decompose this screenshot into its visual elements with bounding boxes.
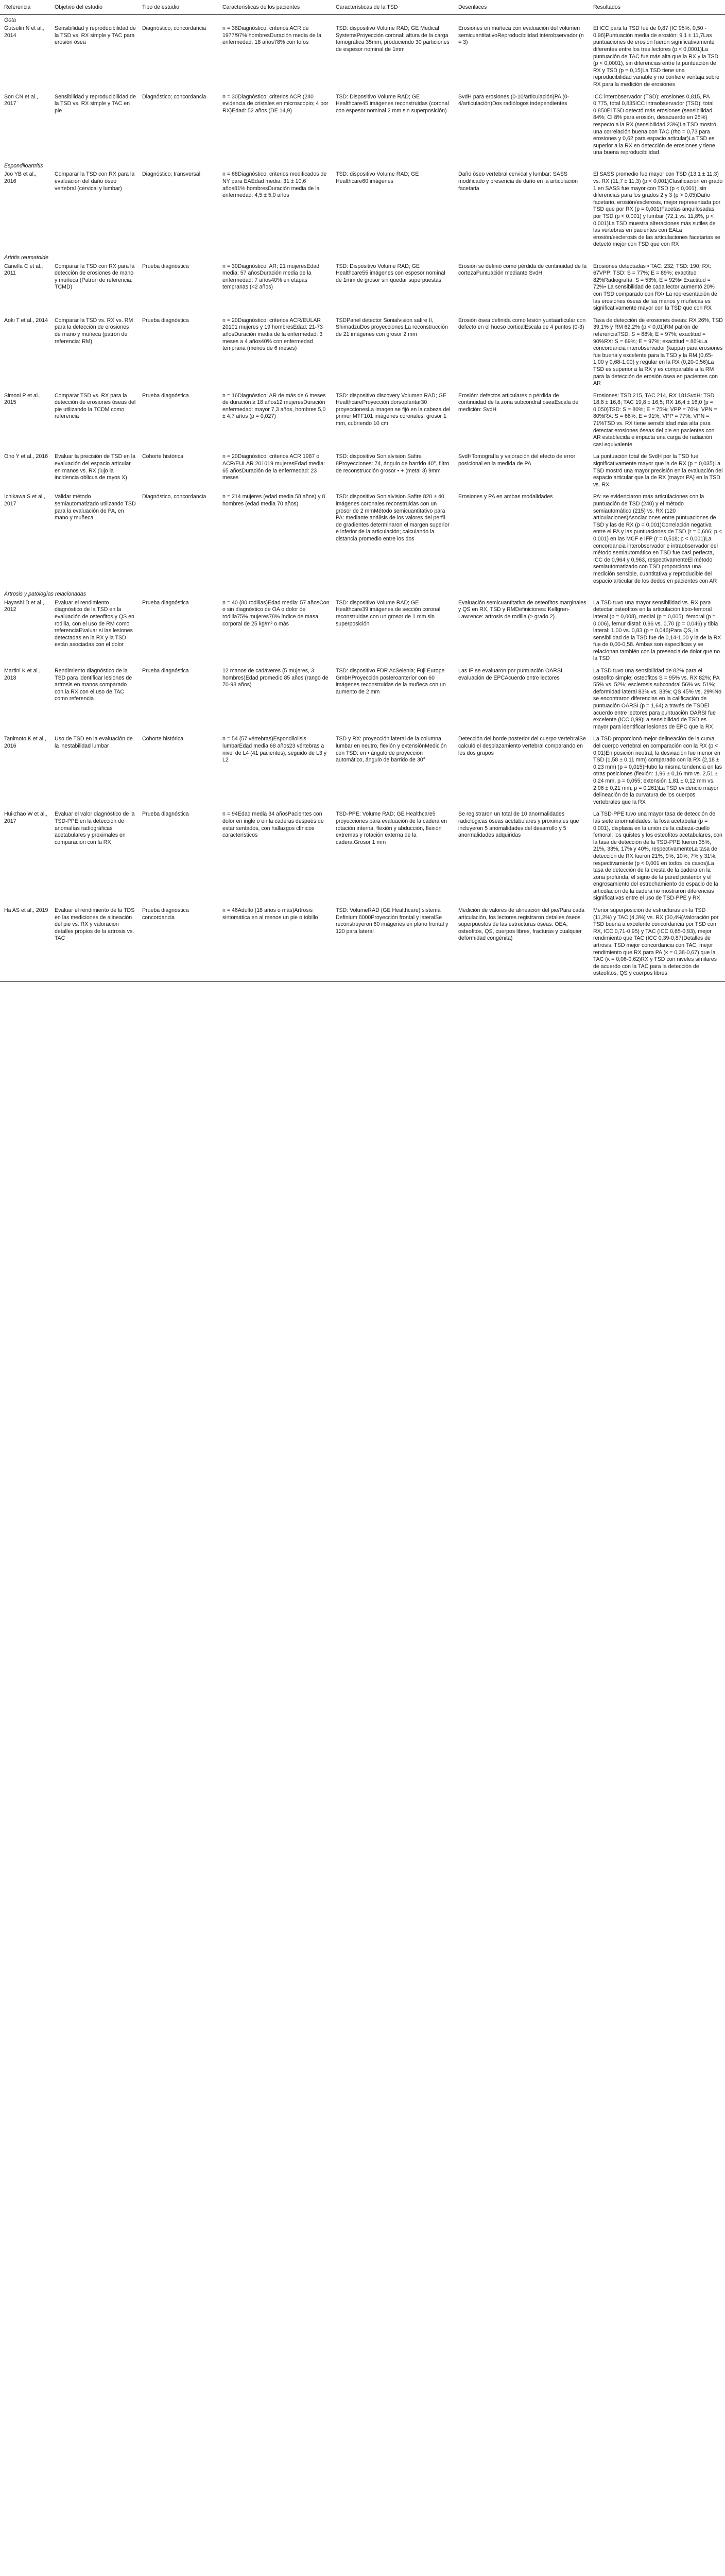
table-row bbox=[0, 24, 725, 92]
table-cell: n = 94Edad media 34 añosPacientes con dolor en ingle o en la caderas después de estar sentados, con hallazgos clínicos característicos bbox=[222, 811, 324, 839]
table-cell: TSD y RX: proyección lateral de la columna lumbar en neutro, flexión y extensiónMedición con TSD: en • ángulo de proyección automático, ángulo de barrido de 30° bbox=[336, 736, 447, 764]
table-cell: TSD: dispositivo Volume RAD; GE Healthcare39 imágenes de sección coronal reconstruidas con un grosor de 1 mm sin superposición bbox=[336, 599, 441, 627]
table-cell: Prueba diagnóstica bbox=[142, 317, 189, 324]
column-header: Resultados bbox=[589, 0, 725, 14]
table-cell: Cohorte histórica bbox=[142, 453, 184, 460]
table-cell: Evaluación semicuantitativa de osteofitos marginales y QS en RX, TSD y RMDefiniciones: Kellgren-Lawrence: artrosis de rodilla (≥ grado 2). bbox=[458, 599, 586, 620]
table-cell: Ha AS et al., 2019 bbox=[0, 906, 50, 981]
column-header: Características de los pacientes bbox=[218, 0, 332, 14]
table-cell: La TSD-PPE tuvo una mayor tasa de detección de las siete anormalidades: la fosa acetabular (p = 0,001), displasia en la unión de la cabeza-cuello femoral, los quistes y los osteofitos acetabulares, con la tasa de detección de la TSD-PPE fueron 35%, 21%, 33%, 17% y 40%, respectivamenteLa tasa de detección de RX fueron 21%, 9%, 10%, 7% y 31%, respectivamente (p < 0,001 en todos los casos)La tasa de detección de la cresta de la cadera en la zona profunda, el signo de la pared posterior y el engrosamiento del estrechamiento de espacio de la articulación de la cadera no mostraron diferencias significativas entre el uso de TSD-PPE y RX bbox=[593, 811, 722, 902]
table-cell: Comparar la TSD vs. RX vs. RM para la detección de erosiones de mano y muñeca (patrón de referencia: RM) bbox=[55, 317, 133, 345]
table-cell: n = 68Diagnóstico: criterios modificados de NY para EAEdad media: 31 ± 10,6 años81% hombresDuración media de la enfermedad: 4,5 ± 5,0 años bbox=[222, 171, 327, 199]
column-header: Tipo de estudio bbox=[138, 0, 218, 14]
table-cell: Prueba diagnóstica concordancia bbox=[138, 906, 218, 981]
section-row bbox=[0, 252, 725, 262]
table-cell: TSD: dispositivo discovery Volumen RAD; GE HealthcareProyección dorsoplantar30 proyeccionesLa imagen se fijó en la cabeza del primer MTF101 imágenes coronales, grosor 1 mm, cubriendo 10 cm bbox=[336, 392, 451, 427]
section-title: Espondiloartritis bbox=[4, 162, 43, 169]
section-row bbox=[0, 589, 725, 599]
table-cell: TSD: dispositivo Volume RAD; GE Medical SystemsProyección coronal; altura de la carga tomográfica 35mm, produciendo 30 particiones de espesor nominal de 1mm bbox=[336, 25, 450, 53]
table-row bbox=[0, 735, 725, 810]
table-row bbox=[0, 93, 725, 161]
table-cell: Canella C et al., 2011 bbox=[4, 263, 43, 277]
table-cell: Erosiones y PA en ambas modalidades bbox=[458, 494, 553, 500]
table-cell: Tanimoto K et al., 2016 bbox=[4, 736, 46, 749]
table-row bbox=[0, 392, 725, 453]
table-cell: n = 16Diagnóstico: AR de más de 6 meses de duración ≥ 18 años12 mujeresDuración enfermedad: mayor 7,3 años, hombres 5,0 ± 4,7 años (p = 0,027) bbox=[222, 392, 326, 420]
table-cell: Diagnóstico; transversal bbox=[142, 171, 201, 178]
section-title: Artritis reumatoide bbox=[4, 255, 48, 261]
column-header: Referencia bbox=[0, 0, 50, 14]
table-cell: Erosiones en muñeca con evaluación del volumen semicuantitativoReproducibilidad interobservador (n = 3) bbox=[458, 25, 584, 46]
table-cell: Simoni P et al., 2015 bbox=[4, 392, 41, 406]
table-cell: Son CN et al., 2017 bbox=[4, 93, 38, 107]
table-cell: Validar método semiautomatizado utilizando TSD para la evaluación de PA, en mano y muñeca bbox=[55, 494, 136, 521]
table-cell: Diagnóstico, concordancia bbox=[142, 494, 206, 500]
table-cell: TSD: Dispositivo Volume RAD; GE Healthcare55 imágenes con espesor nominal de 1mm de grosor sin quedar superpuestas bbox=[336, 263, 445, 283]
table-cell: Sensibilidad y reproducibilidad de la TSD vs. RX simple y TAC en pie bbox=[55, 93, 136, 114]
table-cell: SvdHTomografía y valoración del efecto de error posicional en la medida de PA bbox=[458, 453, 576, 467]
table-cell: Evaluar la precisión de TSD en la evaluación del espacio articular en manos vs. RX (lujo la incidencia oblicua de rayos X) bbox=[55, 453, 136, 481]
table-cell: Erosiones detectadas • TAC: 232; TSD: 190; RX: 67VPP: TSD: S = 77%; E = 89%; exactitud 82%Radiografía: S = 53%; E = 92%• Exactitud = 72%• La sensibilidad de cada lector aumentó 20% con TSD comparado con RX• La representación de las erosiones óseas de las manos y muñecas es significativamente mayor con la TSD que con RX bbox=[593, 263, 717, 312]
table-cell: Se registraron un total de 10 anormalidades radiológicas óseas acetabulares y proximales que incluyeron 5 anomalidades del desarrollo y 5 anormalidades adquiridas bbox=[458, 811, 579, 839]
table-cell: TSD: dispositivo Sonialvision Safire 8Proyecciones: 74, ángulo de barrido 40°, filtro de reconstrucción grosor • + (metal 3) 9mm bbox=[336, 453, 450, 474]
table-cell: Evaluar el rendimiento de la TDS en las mediciones de alineación del pie vs. RX y valoración detalles propios de la artrosis vs. TAC bbox=[50, 906, 138, 981]
section-row bbox=[0, 14, 725, 24]
table-cell: Evaluar el valor diagnóstico de la TSD-PPE en la detección de anomalías radiográficas acetabulares y proximales en comparación con la RX bbox=[55, 811, 135, 845]
table-cell: Daño óseo vertebral cervical y lumbar: SASS modificado y presencia de daño en la articulación facetaria bbox=[458, 171, 578, 192]
table-cell: Erosión ósea definida como lesión yuxtaarticular con defecto en el hueso corticalEscala de 4 puntos (0-3) bbox=[458, 317, 586, 331]
table-cell: La TSD tuvo una sensibilidad de 82% para el osteofito simple; osteofitos S = 95% vs. RX 82%; PA 55% vs. 52%; esclerosis subcondral 56% vs. 51%; deformidad lateral 83% vs. 83%; QS 45% vs. 29%No se encontraron diferencias en la calificación de puntuación OARSI (p = 1,64) a través de TSDEl acuerdo entre lectores para puntuación OARSI fue excelente (ICC 0,99)La sensibilidad de TSD es mayor para identificar lesiones de EPC que la RX bbox=[593, 668, 722, 730]
table-row bbox=[0, 452, 725, 493]
table-cell: Menor superposición de estructuras en la TSD (11,2%) y TAC (4,3%) vs. RX (30,4%)Valoración por TSD buena a excelente concordancia por TSD con RX, ICC 0,71-0,95) y TAC (ICC 0,65-0,93), mejor rendimiento que TAC (ICC 0,39-0,87)Detalles de artrosis: TSD mejor concordancia con TAC, mejor rendimiento que RX para PA (κ = 0,38-0,67) que la TAC (κ = 0,06-0,62)RX y TSD con niveles similares de acuerdo con la TAC para la detección de osteofitos, QS y cuerpos libres bbox=[589, 906, 725, 981]
table-cell: Rendimiento diagnóstico de la TSD para identificar lesiones de artrosis en manos comparado con la RX con el uso de TAC como referencia bbox=[55, 668, 132, 702]
table-cell: TSDPanel detector Sonialvision safire II, ShimadzuDos proyecciones.La reconstrucción de 21 imágenes con grosor 2 mm bbox=[336, 317, 448, 337]
column-header: Desenlaces bbox=[454, 0, 589, 14]
table-cell: TSD: Dispositivo Volume RAD; GE Healthcare45 imágenes reconstruidas (coronal con espesor nominal 2 mm sin superposición) bbox=[336, 93, 449, 114]
table-cell: Erosión se definió como pérdida de continuidad de la cortezaPuntuación mediante SvdH bbox=[458, 263, 587, 277]
column-header: Características de la TSD bbox=[332, 0, 454, 14]
table-row bbox=[0, 599, 725, 667]
table-cell: Sensibilidad y reproducibilidad de la TSD vs. RX simple y TAC para erosión ósea bbox=[55, 25, 136, 46]
table-cell: n = 54 (57 vértebras)Espondilolisis lumbarEdad media 68 años23 vértebras a nivel de L4 (41 pacientes), seguido de L3 y L2 bbox=[222, 736, 327, 764]
section-title: Gota bbox=[4, 16, 16, 23]
table-cell: Uso de TSD en la evaluación de la inestabilidad lumbar bbox=[55, 736, 133, 749]
table-cell: 12 manos de cadáveres (5 mujeres, 3 hombres)Edad promedio 85 años (rango de 70-98 años) bbox=[222, 668, 329, 688]
table-cell: PA: se evidenciaron más articulaciones con la puntuación de TSD (240) y el método semiautomático (215) vs. RX (120 articulaciones)Asociaciones entre puntuaciones de TSD y las de RX (p = 0,001)Correlación negativa entre el PA y las puntuaciones de TSD (r = 0,606; p < 0,001) en las MCF e IFP (r = 0,518; p < 0,001)La concordancia interobservador e intraobservador del método semiautomático en TSD fue casi perfecta, ICC de 0,964 y 0,963, respectivamenteEl método semiautomatizado con TSD proporciona una medición sensible, cuantitativa y reproducible del espacio articular de los dedos en pacientes con AR bbox=[593, 494, 722, 584]
table-cell: n = 38Diagnóstico: criterios ACR de 1977/97% hombresDuración media de la enfermedad: 18 años78% con tofos bbox=[222, 25, 321, 46]
table-cell: Prueba diagnóstica bbox=[142, 599, 189, 606]
table-cell: TSD: dispositivo Volume RAD; GE Healthcare60 imágenes bbox=[336, 171, 419, 185]
table-cell: Hayashi D et al., 2012 bbox=[4, 599, 44, 613]
table-row bbox=[0, 262, 725, 316]
table-cell: La TSD proporcionó mejor delineación de la curva del cuerpo vertebral en comparación con la RX (p < 0,01)En posición neutral, la desviación fue menor en TSD (1,58 ± 0,11 mm) comparado con la RX (2,18 ± 0,23 mm) (p = 0,015)Hubo la misma tendencia en las otras posiciones (flexión: 1,96 ± 0,16 mm vs. 2,51 ± 0,24 mm, p = 0,055; extensión 1,81 ± 0,12 mm vs. 2,06 ± 0,21 mm, p = 0,261)La TSD evidenció mayor delineación de la curvatura de los cuerpos vertebrales que la RX bbox=[593, 736, 722, 805]
table-cell: Joo YB et al., 2016 bbox=[4, 171, 37, 185]
table-cell: TSD-PPE: Volume RAD; GE Healthcare5 proyecciones para evaluación de la cadera en rotación interna, flexión y abducción, flexión extremas y rotación externa de la cadera.Grosor 1 mm bbox=[336, 811, 447, 845]
table-body bbox=[0, 14, 725, 981]
table-cell: n = 30Diagnóstico: criterios ACR (240 evidencia de cristales en microscopio; 4 por RX)Edad: 52 años (DE 14,9) bbox=[222, 93, 329, 114]
table-cell: n = 20Diagnóstico: criterios ACR 1987 o ACR/EULAR 201019 mujeresEdad media: 65 añosDuración de la enfermedad: 23 meses bbox=[222, 453, 325, 481]
section-row bbox=[0, 161, 725, 171]
table-cell: Prueba diagnóstica bbox=[142, 263, 189, 269]
table-cell: Comparar TSD vs. RX para la detección de erosiones óseas del pie utilizando la TCDM como referencia bbox=[55, 392, 136, 420]
table-cell: Detección del borde posterior del cuerpo vertebralSe calculó el desplazamiento vertebral comparando en los dos grupos bbox=[458, 736, 586, 756]
table-cell: La TSD tuvo una mayor sensibilidad vs. RX para detectar osteofitos en la articulación tibio-femoral lateral (p = 0,008), medial (p = 0,005), femoral (p = 0,006), femur distal: 0,96 vs. 0,70 (p = 0,046) y tibia lateral: 1,00 vs. 0,83 (p = 0,046)Para QS, la sensibilidad de la TSD fue de 0,14-1,00 y la de la RX fue de 0,00-0,58. Ambas son específicas y se relacionan también con la presencia de dolor que no la TSD bbox=[593, 599, 721, 662]
table-cell: Tasa de detección de erosiones óseas: RX 26%, TSD 39,1% y RM 62,2% (p < 0,01)RM patrón de referenciaTSD: S = 88%; E = 97%; exactitud = 90%RX: S = 69%; E = 97%; exactitud = 86%La concordancia interobservador (kappa) para erosiones fue buena y excelente para la TSD y la RM (0,65-1,00 y 0,68-1,00) y regular en la RX (0,20-0,56)La TSD es superior a la RX y es comparable a la RM para la detección de erosión ósea en pacientes con AR bbox=[593, 317, 723, 387]
table-cell: n = 30Diagnóstico: AR; 21 mujeresEdad media: 57 añosDuración media de la enfermedad: 7 años40% en etapas tempranas (<2 años) bbox=[222, 263, 320, 291]
column-header: Objetivo del estudio bbox=[50, 0, 138, 14]
table-cell: Hui-zhao W et al., 2017 bbox=[4, 811, 48, 824]
table-cell: Medición de valores de alineación del pie/Para cada articulación, los lectores registraron detalles óseos superpuestos de las estructuras óseas. OEA, osteofitos, QS, cuerpos libres, fracturas y cualquier deformidad congénita) bbox=[454, 906, 589, 981]
table-row bbox=[0, 170, 725, 252]
table-cell: Diagnóstico; concordancia bbox=[142, 25, 206, 32]
table-cell: Prueba diagnóstica bbox=[142, 668, 189, 674]
table-cell: n = 214 mujeres (edad media 58 años) y 8 hombres (edad media 70 años) bbox=[222, 494, 325, 507]
table-row bbox=[0, 316, 725, 392]
table-cell: El SASS promedio fue mayor con TSD (13,1 ± 11,3) vs. RX (11,7 ± 11,3) (p < 0,001)Clasificación en grado 1 en SASS fue mayor con TSD (p < 0,001), sin diferencias para los grados 2 y 3 (p > 0,05)Daño facetario, erosión/esclerosis, mejor representada por TSD que por RX (p = 0,001)Facetas anquilosadas por TSD (p < 0,001) y lumbar (72,1 vs. 11,8%, p < 0,001)La TSD muestra alteraciones más sutiles de las vértebras en pacientes con EALa erosión/esclerosis de las articulaciones facetarias se detectó mejor con TSD que con RX bbox=[593, 171, 723, 248]
table-cell: TSD: dispositivo Sonialvision Safire 820 ± 40 imágenes coronales reconstruidas con un grosor de 2 mmMétodo semicuantitativo para PA: mediante análisis de los valores del perfil de gradientes determinaron el margen superior e inferior de la articulación; calculando la distancia promedio entre los dos bbox=[336, 494, 450, 542]
table-cell: Evaluar el rendimiento diagnóstico de la TSD en la evaluación de osteofitos y QS en rodilla, con el uso de RM como referenciaEvaluar si las lesiones detectadas en la RX y la TSD están asociadas con el dolor bbox=[55, 599, 134, 648]
table-cell: ICC interobservador (TSD): erosiones 0,815, PA 0,775, total 0,835ICC intraobservador (TSD): total 0,850El TSD detectó más erosiones (sensibilidad 84%; CI 8% para erosión, desacuerdo en 25%) respecto a la RX (sensibilidad 23%)La TSD mostró una correlación buena con TAC (rho = 0,73 para erosiones y 0,62 para espacio articular)La TSD es superior a la RX en detección de erosiones y tiene una buena reproducibilidad bbox=[593, 93, 716, 156]
table-cell: Cohorte histórica bbox=[142, 736, 184, 742]
table-row bbox=[0, 667, 725, 735]
table-cell: TSD: VolumeRAD (GE Healthcare) sistema Definium 8000Proyección frontal y lateralSe reconstruyeron 60 imágenes en plano frontal y 120 para lateral bbox=[332, 906, 454, 981]
table-cell: Diagnóstico; concordancia bbox=[142, 93, 206, 100]
table-row bbox=[0, 493, 725, 589]
table-header-row bbox=[0, 0, 725, 14]
table-cell: El ICC para la TSD fue de 0,87 (IC 95%, 0,50 - 0,96)Puntuación media de erosión: 9,1 ± 11,7Las puntuaciones de erosión fueron significativamente diferentes entre los tres lectores (p < 0,0001)La puntuación de TAC fue más alta que la RX y la TSD (p < 0,0001), sin diferencias entre la puntuación de RX y TSD (p = 0,15)La TSD tiene una reproducibilidad variable y no confiere ventaja sobre RX para la medición de erosiones bbox=[593, 25, 719, 88]
table-cell: La puntuación total de SvdH por la TSD fue significativamente mayor que la de RX (p = 0,035)La TSD mostró una mayor precisión en la evaluación del espacio articular que la de RX (mayor PA) en la TSD vs. RX bbox=[593, 453, 723, 488]
table-cell: n = 40 (80 rodillas)Edad media: 57 añosCon o sin diagnóstico de OA o dolor de rodilla75% mujeres78% índice de masa corporal de 25 kg/m² o más bbox=[222, 599, 330, 627]
table-cell: Erosiones: TSD 215, TAC 214, RX 181SvdH: TSD 18,8 ± 16,8; TAC 19,8 ± 16,5; RX 16,4 ± 16,0 (p = 0,050)TSD: S = 80%; E = 75%; VPP = 76%; VPN = 80%RX: S = 66%; E = 91%; VPP = 77%; VPN = 71%TSD vs. RX tiene sensibilidad más alta para detectar erosiones óseas del pie en pacientes con AR establecida e impacta una carga de radiación casi equivalente bbox=[593, 392, 717, 448]
table-row bbox=[0, 906, 725, 981]
section-title: Artrosis y patologías relacionadas bbox=[4, 591, 86, 598]
table-cell: Erosión: defectos articulares o pérdida de continuidad de la zona subcondral óseaEscala de medición: SvdH bbox=[458, 392, 579, 413]
table-cell: n = 20Diagnóstico: criterios ACR/EULAR 20101 mujeres y 19 hombresEdad: 21-73 añosDuración media de la enfermedad: 3 meses a 4 años40% con enfermedad temprana (menos de 6 meses) bbox=[222, 317, 323, 352]
table-cell: TSD: dispositivo FDR AcSelenia; Fuji Europe GmbHProyección posteroanterior con 60 imágenes reconstruidas de la muñeca con un aumento de 2 mm bbox=[336, 668, 446, 695]
table-cell: Prueba diagnóstica bbox=[142, 811, 189, 818]
table-cell: Las IF se evaluaron por puntuación OARSI evaluación de EPCAcuerdo entre lectores bbox=[458, 668, 562, 681]
table-row bbox=[0, 810, 725, 906]
table-cell: Ono Y et al., 2016 bbox=[4, 453, 48, 460]
table-cell: Aoki T et al., 2014 bbox=[4, 317, 48, 324]
studies-table bbox=[0, 0, 725, 982]
table-cell: Martini K et al., 2018 bbox=[4, 668, 41, 681]
table-cell: Comparar la TSD con RX para la detección de erosiones de mano y muñeca (Patrón de referencia: TCMD) bbox=[55, 263, 135, 291]
table-cell: n = 46Adulto (18 años o más)Artrosis sintomática en al menos un pie o tobillo bbox=[218, 906, 332, 981]
table-cell: Ichikawa S et al., 2017 bbox=[4, 494, 46, 507]
table-cell: SvdH para erosiones (0-10/articulación)PA (0-4/articulación)Dos radiólogos independientes bbox=[458, 93, 569, 107]
table-cell: Comparar la TSD con RX para la evaluación del daño óseo vertebral (cervical y lumbar) bbox=[55, 171, 135, 192]
table-cell: Prueba diagnóstica bbox=[142, 392, 189, 399]
table-cell: Gutsulin N et al., 2014 bbox=[4, 25, 45, 39]
